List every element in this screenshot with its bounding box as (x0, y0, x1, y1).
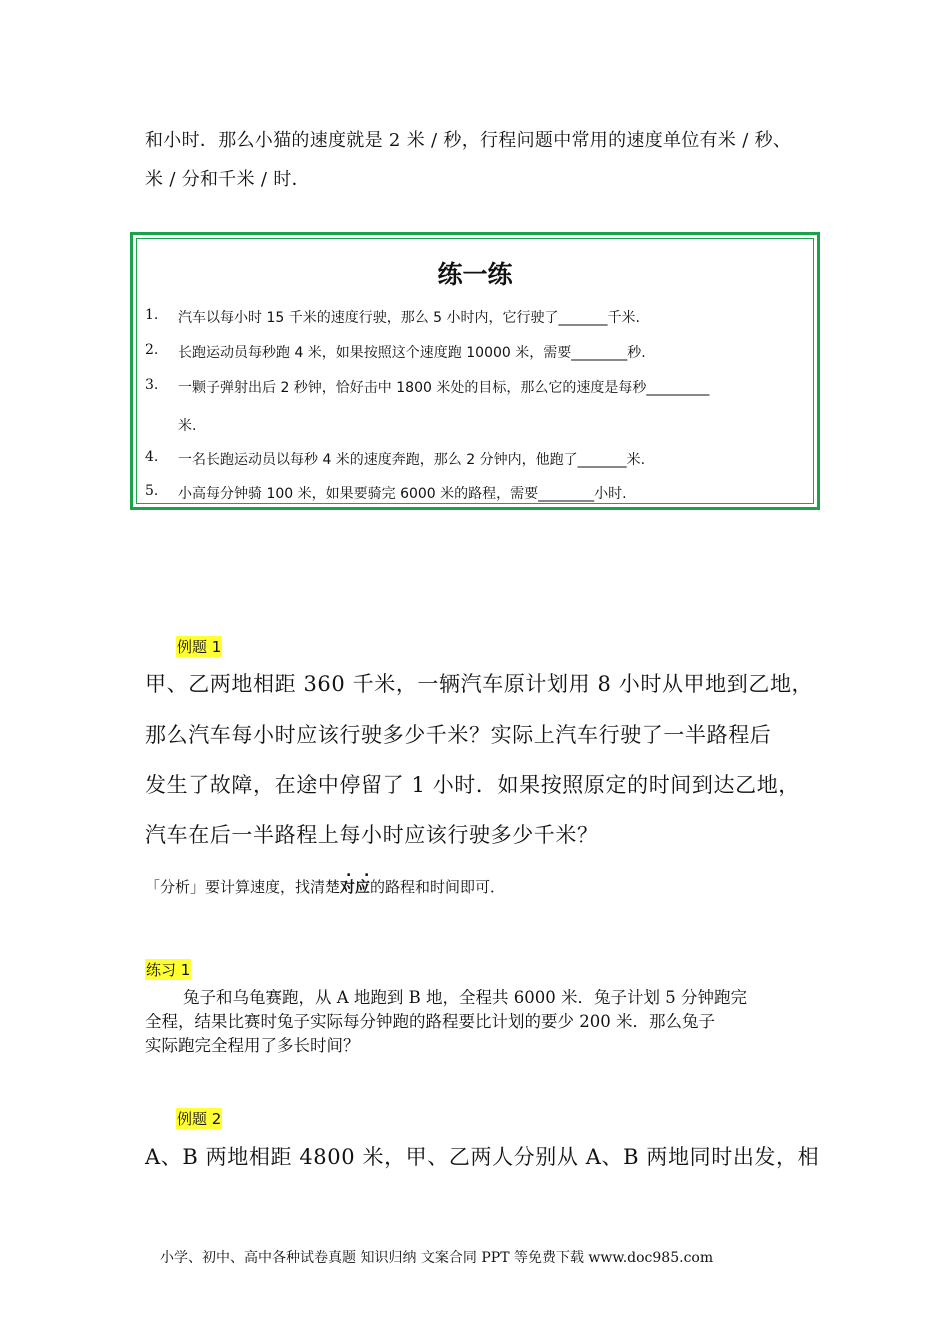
question-number: 5. (145, 483, 159, 499)
emphasis-dot: . (346, 864, 352, 880)
question-number: 1. (145, 307, 159, 323)
question-number: 4. (145, 449, 159, 465)
example-2-line-1: A、B 两地相距 4800 米，甲、乙两人分别从 A、B 两地同时出发，相 (145, 1145, 820, 1169)
example-1-tag: 例题 1 (177, 638, 222, 656)
analysis-text-pre: 要计算速度，找清楚 (205, 878, 341, 896)
analysis-text-post: 的路程和时间即可． (370, 878, 506, 896)
intro-line-1: 和小时．那么小猫的速度就是 2 米 / 秒，行程问题中常用的速度单位有米 / 秒、 (145, 130, 792, 151)
question-text: 长跑运动员每秒跑 4 米，如果按照这个速度跑 10000 米，需要________秒. (178, 345, 646, 361)
practice-box-title: 练一练 (437, 260, 513, 289)
analysis-emphasis (340, 864, 371, 896)
exercise-1-line-2: 全程，结果比赛时兔子实际每分钟跑的路程要比计划的要少 200 米．那么兔子 (145, 1012, 715, 1031)
example-1-line-1: 甲、乙两地相距 360 千米，一辆汽车原计划用 8 小时从甲地到乙地， (145, 672, 814, 696)
example-2-tag: 例题 2 (177, 1110, 222, 1128)
question-text: 一名长跑运动员以每秒 4 米的速度奔跑，那么 2 分钟内，他跑了_______米. (178, 452, 646, 468)
footer-text: 小学、初中、高中各种试卷真题 知识归纳 文案合同 PPT 等免费下载 www.doc985.com (160, 1250, 714, 1266)
analysis-label: 「分析」 (145, 878, 206, 896)
intro-line-2: 米 / 分和千米 / 时． (145, 169, 310, 190)
exercise-1-line-3: 实际跑完全程用了多长时间？ (145, 1036, 360, 1055)
example-1-line-4: 汽车在后一半路程上每小时应该行驶多少千米？ (145, 823, 599, 847)
question-number: 3. (145, 377, 159, 393)
exercise-1-line-1: 兔子和乌龟赛跑，从 A 地跑到 B 地，全程共 6000 米．兔子计划 5 分钟跑完 (183, 988, 747, 1007)
example-1-line-2: 那么汽车每小时应该行驶多少千米？实际上汽车行驶了一半路程后 (145, 723, 772, 747)
question-number: 2. (145, 342, 159, 358)
emphasis-dot: . (364, 864, 370, 880)
example-1-line-3: 发生了故障，在途中停留了 1 小时．如果按照原定的时间到达乙地， (145, 773, 800, 797)
question-text: 汽车以每小时 15 千米的速度行驶，那么 5 小时内，它行驶了_______千米. (178, 310, 640, 326)
analysis-emphasis-text: 对应 (340, 878, 371, 896)
example-1-analysis (145, 864, 506, 897)
question-text: 小高每分钟骑 100 米，如果要骑完 6000 米的路程，需要________小时. (178, 486, 627, 502)
question-text: 一颗子弹射出后 2 秒钟，恰好击中 1800 米处的目标，那么它的速度是每秒_________ (178, 380, 710, 396)
exercise-1-tag: 练习 1 (146, 961, 191, 979)
question-text: 米. (178, 418, 197, 434)
